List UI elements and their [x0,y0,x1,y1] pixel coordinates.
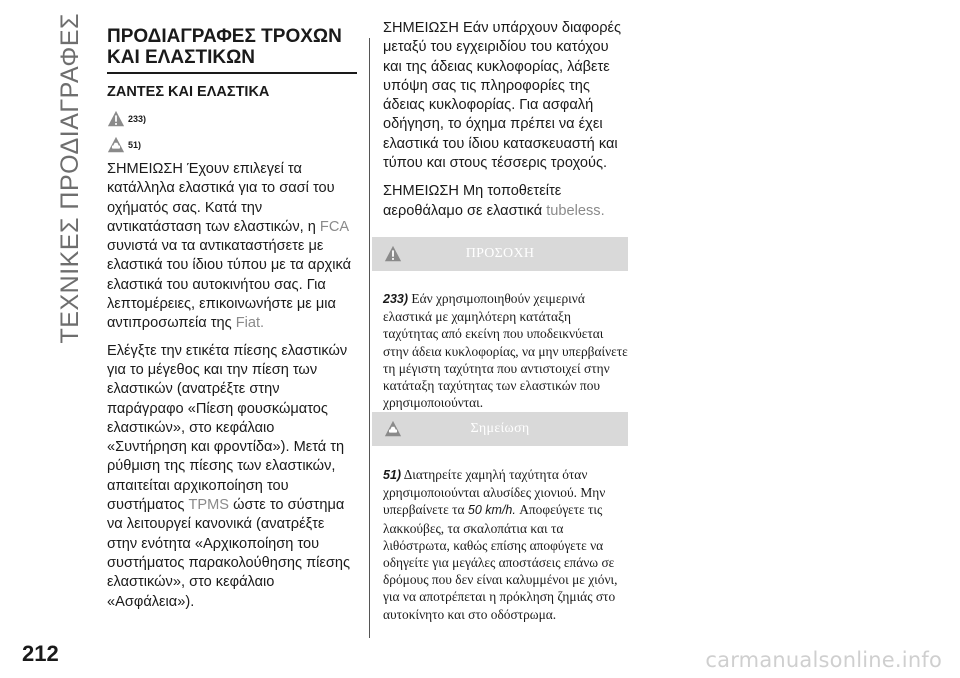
car-note-icon [107,136,125,154]
warning-box-title: ΠΡΟΣΟΧΗ [465,246,535,261]
page-number: 212 [22,641,59,666]
note-number: 51) [383,468,402,482]
section-title-line2: ΚΑΙ ΕΛΑΣΤΙΚΩΝ [107,47,256,68]
left-paragraph-2 [107,342,357,612]
left-paragraph-1 [107,160,357,334]
warning-reference[interactable] [107,108,357,130]
note-reference[interactable] [107,134,357,156]
section-title-line1: ΠΡΟΔΙΑΓΡΑΦΕΣ ΤΡΟΧΩΝ [107,26,342,47]
car-note-icon [384,420,402,438]
left-paragraph-1-text-a: ΣΗΜΕΙΩΣΗ Έχουν επιλεγεί τα κατάλληλα ελαστικά για το σασί του οχήματός σας. Κατά την αντικατάσταση των ελαστικών, η [107,161,335,235]
fiat-brand-text: Fiat. [235,315,265,332]
warning-triangle-icon [384,245,402,263]
title-rule [107,72,357,74]
tubeless-text: tubeless. [546,202,605,219]
warning-text: Εάν χρησιμοποιηθούν χειμερινά ελαστικά με χαμηλότερη κατάταξη ταχύτητας από εκείνη που υποδεικνύεται στην άδεια κυκλοφορίας, να μην υπερβαίνετε τη μέγιστη ταχύτητα που αντιστοιχεί στην κατάταξη ταχύτητας των ελαστικών που χρησιμοποιούνται. [383,291,628,411]
chapter-side-title [40,12,100,344]
warning-number: 233) [383,292,409,306]
column-divider [369,38,370,638]
warning-box-body [383,290,628,411]
note-box-title: Σημείωση [470,421,530,436]
right-paragraph-2-text: ΣΗΜΕΙΩΣΗ Μη τοποθετείτε αεροθάλαμο σε ελαστικά [383,183,562,219]
tpms-text: TPMS [188,497,230,514]
left-paragraph-2-text-b: ώστε το σύστημα να λειτουργεί κανονικά (ανατρέξτε στην ενότητα «Αρχικοποίηση του συστήματος παρακολούθησης πίεσης ελαστικών», στο κεφάλαιο «Ασφάλεια»). [107,497,351,610]
subsection-title: ΖΑΝΤΕΣ ΚΑΙ ΕΛΑΣΤΙΚΑ [107,84,270,100]
warning-reference-number: 233) [128,114,147,124]
left-paragraph-2-text-a: Ελέγξτε την ετικέτα πίεσης ελαστικών για το μέγεθος και την πίεση των ελαστικών (ανατρέξτε στην παράγραφο «Πίεση φουσκώματος ελαστικών», στο κεφάλαιο «Συντήρηση και φροντίδα»). Μετά τη ρύθμιση της πίεσης των ελαστικών, απαιτείται αρχικοποίηση του συστήματος [107,342,348,514]
right-paragraph-2 [383,182,628,221]
warning-box-header [372,237,628,271]
speed-limit-text: 50 km/h. [467,503,516,518]
note-text-b: Αποφεύγετε τις λακκούβες, τα σκαλοπάτια και τα λιθόστρωτα, καθώς επίσης αποφύγετε να οδηγείτε για μεγάλες αποστάσεις επάνω σε δρόμους που δεν είναι καλυμμένοι με χιόνι, για να αποτρέπεται η πρόκληση ζημιάς στο αυτοκίνητο και στο οδόστρωμα. [383,502,618,622]
warning-triangle-icon [107,110,125,128]
note-text-a: Διατηρείτε χαμηλή ταχύτητα όταν χρησιμοποιούνται αλυσίδες χιονιού. Μην υπερβαίνετε τα [383,467,606,518]
right-column [383,19,628,230]
note-box-header [372,412,628,446]
left-column [107,26,357,620]
chapter-side-title-text: ΤΕΧΝΙΚΕΣ ΠΡΟΔΙΑΓΡΑΦΕΣ [55,12,84,344]
section-title [107,26,357,68]
fca-brand-text: FCA [319,218,349,235]
left-paragraph-1-text-b: συνιστά να τα αντικαταστήσετε με ελαστικά του ίδιου τύπου με τα αρχικά ελαστικά του αυτοκινήτου σας. Για λεπτομέρειες, επικοινωνήστε με μια αντιπροσωπεία της [107,238,352,332]
watermark: carmanualsonline.info [705,648,942,672]
right-paragraph-1: ΣΗΜΕΙΩΣΗ Εάν υπάρχουν διαφορές μεταξύ του εγχειριδίου του κατόχου και της άδειας κυκλοφορίας, λάβετε υπόψη σας τις πληροφορίες της άδειας κυκλοφορίας. Για ασφαλή οδήγηση, το όχημα πρέπει να έχει ελαστικά του ίδιου κατασκευαστή και τύπου και στους τέσσερις τροχούς. [383,20,622,172]
note-reference-number: 51) [128,140,142,150]
note-box-body [383,466,628,623]
